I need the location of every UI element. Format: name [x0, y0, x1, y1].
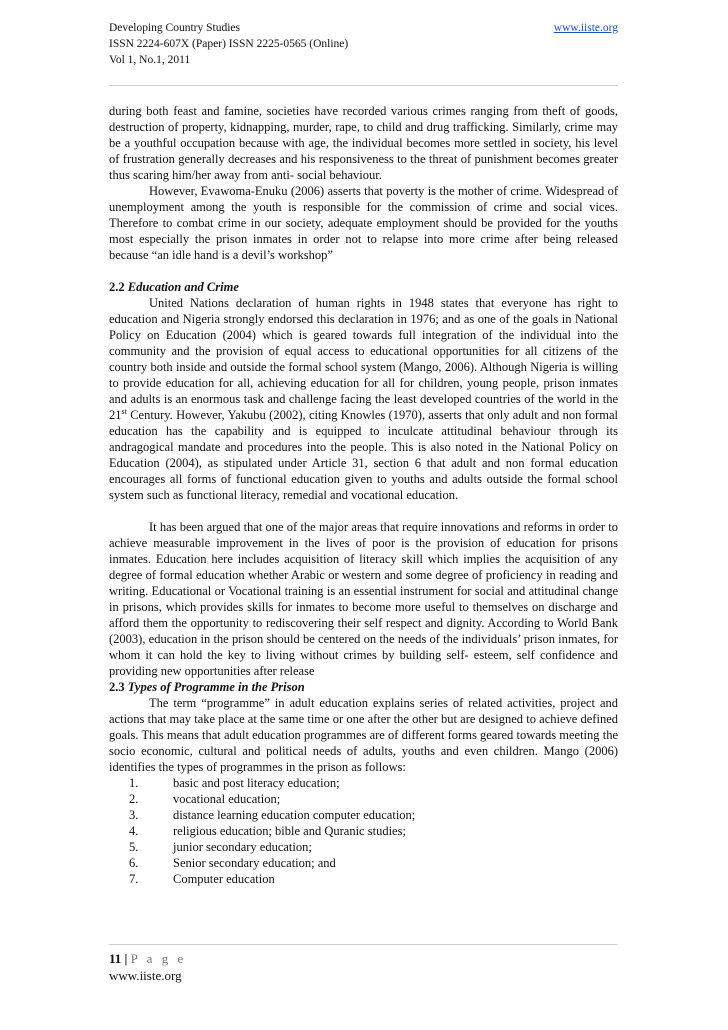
paragraph: during both feast and famine, societies have recorded various crimes ranging from theft of goods, destruction of property, kidnapping, murder, rape, to child and drug trafficking. Similarly, crime may be a youthful occupation because with age, the individual becomes more settled in society, his level of frustration generally decreases and his responsiveness to the threat of punishment becomes greater thus scaring him/her away from anti- social behaviour. — [109, 104, 618, 182]
article-body — [109, 103, 618, 887]
list-item: 4. religious education; bible and Quranic studies; — [129, 824, 406, 838]
section-number: 2.3 — [109, 680, 125, 694]
list-item: 6. Senior secondary education; and — [129, 856, 336, 870]
paragraph: The term “programme” in adult education explains series of related activities, project and actions that may take place at the same time or one after the other but are designed to achieve defined goals. This means that adult education programmes are of different forms geared towards meeting the socio economic, cultural and political needs of adults, youths and even children. Mango (2006) identifies the types of programmes in the prison as follows: — [109, 696, 618, 774]
page-number: 11 — [109, 951, 122, 966]
volume-line: Vol 1, No.1, 2011 — [109, 54, 191, 66]
page-separator: | — [124, 951, 128, 966]
footer-divider — [109, 944, 618, 945]
list-item: 1. basic and post literacy education; — [129, 776, 340, 790]
page-header — [109, 20, 618, 68]
section-heading — [109, 679, 618, 695]
paragraph: However, Evawoma-Enuku (2006) asserts that poverty is the mother of crime. Widespread of unemployment among the youth is responsible for the commission of crime and social vices. Therefore to combat crime in our society, adequate employment should be provided for the youths most especially the prison inmates in order not to relapse into more crime after being released because “an idle hand is a devil’s workshop” — [109, 184, 618, 262]
header-divider — [109, 85, 618, 86]
paragraph: It has been argued that one of the major areas that require innovations and reforms in order to achieve measurable improvement in the lives of poor is the provision of education for prisons inmates. Education here includes acquisition of literacy skill which implies the acquisition of any degree of formal education whether Arabic or western and some degree of proficiency in reading and writing. Educational or Vocational training is an essential instrument for social and attitudinal change in prisons, which provides skills for inmates to become more useful to themselves on discharge and afford them the opportunity to rediscovering their self respect and dignity. According to World Bank (2003), education in the prison should be centered on the needs of the individuals’ prison inmates, for whom it can hold the key to living without crimes by building self- esteem, self confidence and providing new opportunities after release — [109, 520, 618, 678]
programme-list — [109, 775, 618, 887]
journal-name: Developing Country Studies — [109, 22, 240, 34]
section-title: Types of Programme in the Prison — [127, 680, 305, 694]
footer-url: www.iiste.org — [109, 968, 182, 983]
section-heading — [109, 279, 618, 295]
journal-link[interactable]: www.iiste.org — [553, 22, 618, 34]
list-item: 2. vocational education; — [129, 792, 281, 806]
list-item: 5. junior secondary education; — [129, 840, 312, 854]
superscript: st — [121, 406, 127, 416]
paragraph: United Nations declaration of human rights in 1948 states that everyone has right to education and Nigeria strongly endorsed this declaration in 1976; and as one of the goals in National Policy on Education (2004) which is geared towards full integration of the individual into the community and the provision of equal access to educational opportunities for all citizens of the country both inside and outside the formal school system (Mango, 2006). Although Nigeria is willing to provide education for all, achieving education for all for children, young people, prison inmates and adults is an enormous task and challenge facing the least developed countries of the world in the 21st Century. However, Yakubu (2002), citing Knowles (1970), asserts that only adult and non formal education has the capability and is equipped to inculcate attitudinal behaviour through its andragogical mandate and procedures into the people. This is also noted in the National Policy on Education (2004), as stipulated under Article 31, section 6 that adult and non formal education encourages all forms of functional education given to youths and adults outside the formal school system such as functional literacy, remedial and vocational education. — [109, 296, 618, 502]
page-label: P a g e — [130, 951, 187, 966]
section-number: 2.2 — [109, 280, 125, 294]
issn-line: ISSN 2224-607X (Paper) ISSN 2225-0565 (Online) — [109, 38, 349, 50]
page-footer — [109, 950, 186, 984]
section-title: Education and Crime — [127, 280, 239, 294]
list-item: 3. distance learning education computer education; — [129, 808, 416, 822]
list-item: 7. Computer education — [129, 872, 275, 886]
